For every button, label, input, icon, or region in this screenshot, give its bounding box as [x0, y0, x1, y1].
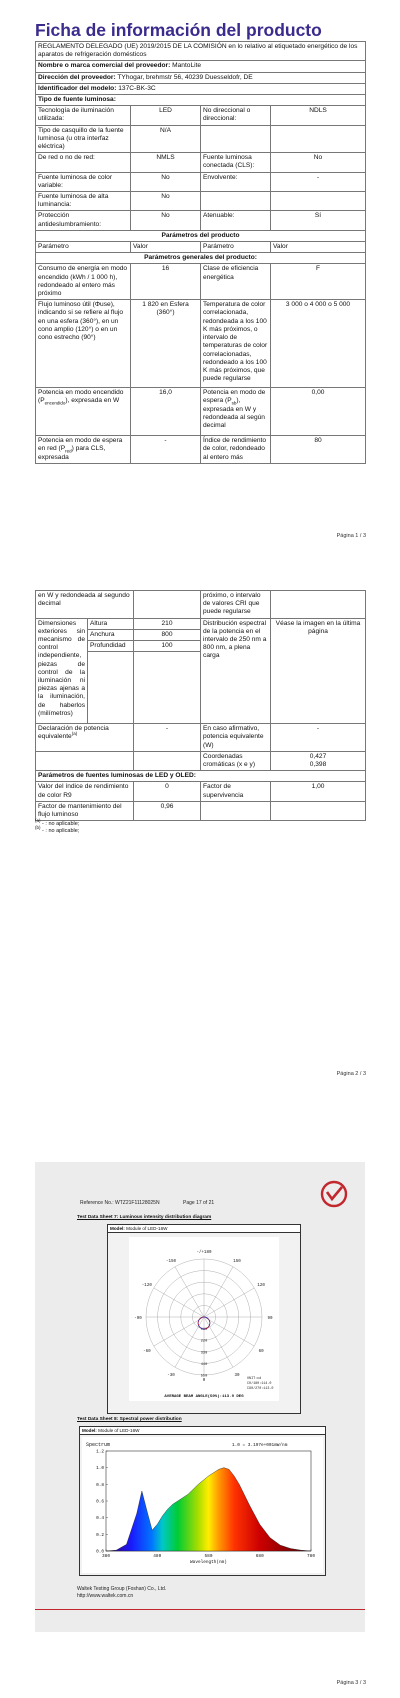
- standby-value: 0,00: [271, 388, 366, 436]
- footnote-a: $^{(a)}$ - : no aplicable;: [35, 818, 80, 828]
- param-cell-a: Consumo de energía en modo encendido (kWh / 1 000 h), redondeado al entero más próximo: [36, 264, 131, 300]
- standby-label: Potencia en modo de espera $(P_{sb})$, expresada en W y redondeada al según decimal: [201, 388, 271, 436]
- model-value: 137C-BK-3C: [118, 84, 156, 92]
- col-param: Parámetro: [36, 242, 131, 253]
- polar-radial-label: 330: [200, 1351, 208, 1356]
- source-cell-d: No: [271, 153, 366, 172]
- footnote-b: $^{(b)}$ - : no aplicable;: [35, 825, 80, 835]
- source-cell-c: Envolvente:: [201, 172, 271, 191]
- general-params-header: Parámetros generales del producto:: [36, 253, 366, 264]
- polar-spoke: [175, 1267, 204, 1317]
- product-info-sheet: [35, 20, 365, 464]
- source-cell-d: NDLS: [271, 106, 366, 125]
- report-page: Page 17 of 21: [183, 1200, 215, 1206]
- source-row: [36, 153, 366, 172]
- spectrum-x-label: Wavelength(nm): [190, 1560, 227, 1565]
- polar-spoke: [175, 1317, 204, 1367]
- source-cell-c: [201, 192, 271, 211]
- source-row: [36, 106, 366, 125]
- r9-label: Valor del índice de rendimiento de color R9: [36, 782, 134, 801]
- polar-chart: [129, 1237, 279, 1401]
- col-value-2: Valor: [271, 242, 366, 253]
- page-3: [0, 1140, 400, 1698]
- source-cell-b: No: [131, 192, 201, 211]
- polar-angle-label: 120: [257, 1284, 265, 1288]
- polar-legend-entry: UNIT:cd: [247, 1377, 262, 1381]
- height-label: Altura: [88, 618, 134, 629]
- polar-angle-label: -90: [134, 1317, 142, 1321]
- spectrum-x-tick-label: 780: [307, 1554, 315, 1559]
- polar-legend-entry: C90/270:113.0: [247, 1387, 274, 1391]
- page-number: Página 2 / 3: [336, 1071, 366, 1077]
- polar-angle-label: -/+180: [196, 1251, 212, 1255]
- cri-label: Índice de rendimiento de color, redondeado al entero más: [201, 436, 271, 464]
- spectrum-y-tick-label: 1.0: [96, 1466, 104, 1472]
- source-cell-a: De red o no de red:: [36, 153, 131, 172]
- source-row: [36, 211, 366, 230]
- polar-spoke: [154, 1288, 204, 1317]
- param-cell-b: 1 820 en Esfera (360°): [131, 300, 201, 388]
- supplier-value: MantoLite: [172, 62, 202, 70]
- spectrum-box: [79, 1426, 326, 1576]
- polar-angle-label: -150: [165, 1259, 177, 1264]
- address-value: TYhogar, brehmstr 56, 40239 Duesseldofr, DE: [117, 73, 253, 81]
- equiv-label: Declaración de potencia equivalente$^{(a)}$: [36, 724, 134, 752]
- params-header: Parámetros del producto: [36, 230, 366, 241]
- test-report-scan: [35, 1162, 365, 1632]
- polar-angle-label: 90: [267, 1317, 273, 1321]
- source-cell-b: No: [131, 211, 201, 230]
- polar-spoke: [204, 1317, 233, 1367]
- source-cell-a: Tipo de casquillo de la fuente luminosa (u otra interfaz eléctrica): [36, 125, 131, 153]
- param-cell-b: 16: [131, 264, 201, 300]
- param-cell-d: F: [271, 264, 366, 300]
- product-info-table: [35, 41, 366, 464]
- led-params-header: Parámetros de fuentes luminosas de LED y OLED:: [36, 771, 366, 782]
- polar-angle-label: 0: [202, 1379, 206, 1383]
- continued-cri-label: próximo, o intervalo de valores CRI que puede regularse: [201, 591, 271, 619]
- r9-value: 0: [134, 782, 201, 801]
- spectrum-y-tick-label: 0.0: [96, 1549, 104, 1555]
- spectrum-label: Spectrum: [86, 1442, 111, 1448]
- polar-legend-entry: C0/180:114.0: [247, 1382, 272, 1386]
- source-cell-d: [271, 192, 366, 211]
- col-value: Valor: [131, 242, 201, 253]
- polar-radial-label: 550: [200, 1374, 208, 1379]
- regulation-text: REGLAMENTO DELEGADO (UE) 2019/2015 DE LA COMISIÓN en lo relativo al etiquetado energético de los aparatos de refrigeración domésticos: [36, 42, 366, 61]
- spectrum-x-tick-label: 480: [153, 1554, 162, 1559]
- polar-spoke: [204, 1317, 254, 1346]
- spd-value: Véase la imagen en la última página: [271, 618, 366, 724]
- page-title: Ficha de información del producto: [35, 20, 322, 40]
- chromaticity-value: 0,427 0,398: [271, 751, 366, 770]
- page-number: Página 1 / 3: [336, 533, 366, 539]
- source-cell-b: No: [131, 172, 201, 191]
- polar-diagram-box: [107, 1224, 301, 1414]
- source-cell-b: LED: [131, 106, 201, 125]
- polar-footer: AVERAGE BEAM ANGLE(50%):113.9 DEG: [164, 1395, 244, 1399]
- source-row: [36, 125, 366, 153]
- source-cell-d: Sí: [271, 211, 366, 230]
- polar-angle-label: 60: [258, 1350, 264, 1354]
- source-cell-b: NMLS: [131, 153, 201, 172]
- spectrum-chart: [82, 1437, 323, 1573]
- spectrum-x-tick-label: 380: [102, 1554, 110, 1559]
- col-param-2: Parámetro: [201, 242, 271, 253]
- product-info-sheet-continued: [35, 590, 365, 835]
- address-row: Dirección del proveedor: TYhogar, brehmstr 56, 40239 Duesseldofr, DE: [36, 72, 366, 83]
- waltek-logo: [320, 1180, 348, 1208]
- source-row: [36, 192, 366, 211]
- spectrum-area: [106, 1468, 311, 1551]
- width-value: 800: [134, 629, 201, 640]
- polar-spoke: [204, 1288, 254, 1317]
- spectrum-y-tick-label: 1.2: [96, 1449, 104, 1455]
- net-standby-value: -: [131, 436, 201, 464]
- source-cell-c: Fuente luminosa conectada (CLS):: [201, 153, 271, 172]
- polar-radial-label: 110: [200, 1328, 208, 1333]
- spectrum-scale: 1.0 = 3.197e+001mW/nm: [232, 1443, 288, 1448]
- continued-label: en W y redondeada al segundo decimal: [36, 591, 134, 619]
- model-row: Identificador del modelo: 137C-BK-3C: [36, 83, 366, 94]
- height-value: 210: [134, 618, 201, 629]
- polar-angle-label: -60: [143, 1350, 151, 1354]
- survival-value: 1,00: [271, 782, 366, 801]
- lab-name: Waltek Testing Group (Foshan) Co., Ltd.: [77, 1586, 167, 1592]
- polar-angle-label: -120: [141, 1284, 152, 1288]
- cri-value: 80: [271, 436, 366, 464]
- source-cell-c: [201, 125, 271, 153]
- net-standby-label: Potencia en modo de espera en red $(P_{red})$ para CLS, expresada: [36, 436, 131, 464]
- source-cell-b: N/A: [131, 125, 201, 153]
- polar-spoke: [154, 1317, 204, 1346]
- maintenance-value: 0,96: [134, 801, 201, 820]
- sheet7-model: Model: Module of LED-16W: [108, 1225, 300, 1233]
- width-label: Anchura: [88, 629, 134, 640]
- spectrum-x-tick-label: 680: [255, 1554, 264, 1559]
- product-info-table-continued: [35, 590, 366, 821]
- source-cell-c: No direccional o direccional:: [201, 106, 271, 125]
- source-cell-c: Atenuable:: [201, 211, 271, 230]
- page-2: [0, 566, 400, 1086]
- page-1: [0, 0, 400, 560]
- polar-radial-label: 440: [200, 1362, 208, 1367]
- maintenance-label: Factor de mantenimiento del flujo luminoso: [36, 801, 134, 820]
- chromaticity-label: Coordenadas cromáticas (x e y): [201, 751, 271, 770]
- polar-angle-label: 30: [234, 1374, 240, 1379]
- sheet8-model: Model: Module of LED-16W: [80, 1427, 325, 1435]
- reference-number: Reference No.: WTZ21F11128025N: [80, 1200, 160, 1206]
- source-cell-a: Fuente luminosa de alta luminancia:: [36, 192, 131, 211]
- param-cell-a: Flujo luminoso útil (Φuse), indicando si se refiere al flujo en una esfera (360°), en un cono amplio (120°) o en un cono estrecho (90°): [36, 300, 131, 388]
- depth-label: Profundidad: [88, 641, 134, 652]
- param-cell-c: Temperatura de color correlacionada, redondeada a los 100 K más próximos, o intervalo de temperaturas de color correlacionadas, redondeado a los 100 K más próximos, que puede regularse: [201, 300, 271, 388]
- spectrum-y-tick-label: 0.8: [96, 1482, 104, 1488]
- equiv-power-value: -: [271, 724, 366, 752]
- equiv-value: -: [134, 724, 201, 752]
- param-cell-c: Clase de eficiencia energética: [201, 264, 271, 300]
- equiv-power-label: En caso afirmativo, potencia equivalente (W): [201, 724, 271, 752]
- source-cell-d: -: [271, 172, 366, 191]
- spd-label: Distribución espectral de la potencia en el intervalo de 250 nm a 800 nm, a plena carga: [201, 618, 271, 724]
- source-type-header: Tipo de fuente luminosa:: [36, 95, 366, 106]
- source-cell-d: [271, 125, 366, 153]
- spectrum-x-tick-label: 580: [204, 1554, 213, 1559]
- power-on-label: Potencia en modo encendido $(P_{encendido})$, expresada en W: [36, 388, 131, 436]
- supplier-row: Nombre o marca comercial del proveedor: MantoLite: [36, 61, 366, 72]
- param-cell-d: 3 000 o 4 000 o 5 000: [271, 300, 366, 388]
- param-row: [36, 264, 366, 300]
- spectrum-y-tick-label: 0.6: [96, 1499, 104, 1505]
- sheet7-title: Test Data Sheet 7: Luminous intensity distribution diagram: [77, 1215, 212, 1220]
- survival-label: Factor de supervivencia: [201, 782, 271, 801]
- source-row: [36, 172, 366, 191]
- polar-angle-label: -30: [167, 1374, 175, 1379]
- sheet8-title: Test Data Sheet 8: Spectral power distribution: [77, 1417, 182, 1422]
- source-cell-a: Fuente luminosa de color variable:: [36, 172, 131, 191]
- depth-value: 100: [134, 641, 201, 652]
- lab-url: http://www.waltek.com.cn: [77, 1593, 134, 1599]
- power-on-value: 16,0: [131, 388, 201, 436]
- source-cell-a: Protección antideslumbramiento:: [36, 211, 131, 230]
- polar-angle-label: 150: [233, 1259, 241, 1264]
- spectrum-y-tick-label: 0.2: [96, 1532, 104, 1538]
- dimensions-label: Dimensiones exteriores sin mecanismo de control independiente, piezas de control de la iluminación ni piezas ajenas a la iluminación, de haberlos (milímetros): [36, 618, 88, 724]
- polar-radial-label: 220: [200, 1339, 208, 1344]
- source-cell-a: Tecnología de iluminación utilizada:: [36, 106, 131, 125]
- footer-line: [35, 1609, 365, 1610]
- polar-spoke: [204, 1267, 233, 1317]
- param-row: [36, 300, 366, 388]
- page-number: Página 3 / 3: [336, 1680, 366, 1686]
- spectrum-y-tick-label: 0.4: [96, 1516, 104, 1522]
